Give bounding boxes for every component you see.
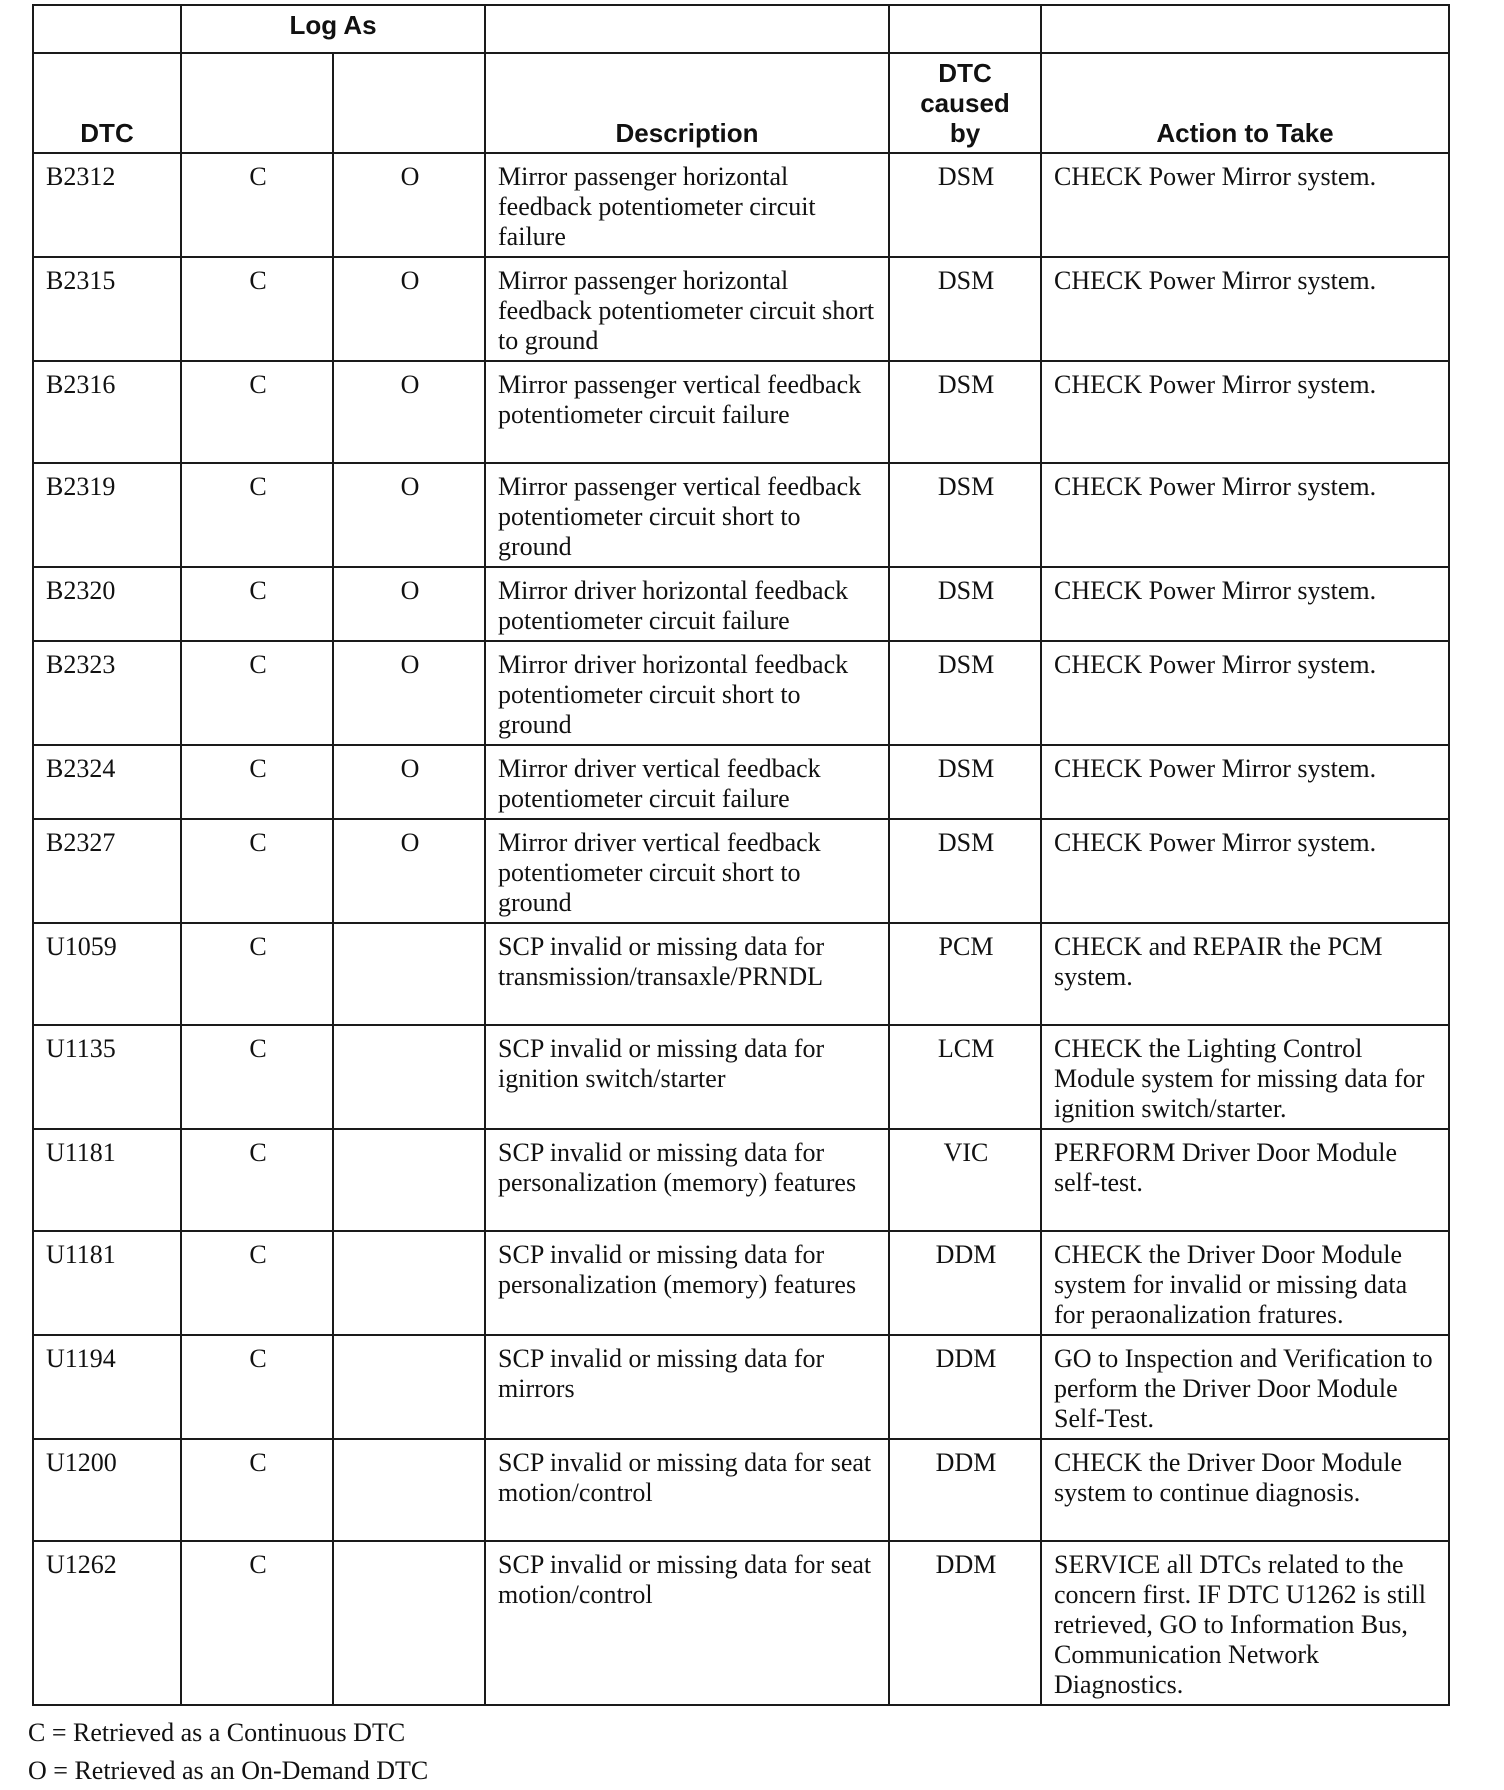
log-continuous-cell: C (181, 1439, 333, 1541)
caused-by-cell: LCM (889, 1025, 1041, 1129)
caused-by-cell: DSM (889, 153, 1041, 257)
header-dtc: DTC (33, 53, 181, 153)
legend (28, 1714, 1448, 1790)
table-row (33, 1541, 1449, 1705)
dtc-code-cell: B2319 (33, 463, 181, 567)
table-row (33, 1025, 1449, 1129)
dtc-code-cell: B2327 (33, 819, 181, 923)
action-cell: CHECK Power Mirror system. (1041, 641, 1449, 745)
log-on-demand-cell: O (333, 567, 485, 641)
description-cell: SCP invalid or missing data for personalization (memory) features (485, 1231, 889, 1335)
description-cell: SCP invalid or missing data for personalization (memory) features (485, 1129, 889, 1231)
caused-by-cell: DDM (889, 1439, 1041, 1541)
log-on-demand-cell: O (333, 463, 485, 567)
caused-by-cell: DDM (889, 1541, 1041, 1705)
action-cell: CHECK the Driver Door Module system to continue diagnosis. (1041, 1439, 1449, 1541)
header-log-continuous (181, 53, 333, 153)
dtc-document (28, 4, 1448, 1790)
table-row (33, 567, 1449, 641)
log-on-demand-cell: O (333, 819, 485, 923)
table-row (33, 463, 1449, 567)
dtc-code-cell: U1262 (33, 1541, 181, 1705)
log-continuous-cell: C (181, 1541, 333, 1705)
header-blank-description (485, 5, 889, 53)
action-cell: CHECK the Lighting Control Module system for missing data for ignition switch/starter. (1041, 1025, 1449, 1129)
dtc-code-cell: U1194 (33, 1335, 181, 1439)
log-on-demand-cell (333, 1541, 485, 1705)
table-row (33, 153, 1449, 257)
log-on-demand-cell (333, 1129, 485, 1231)
header-log-as: Log As (181, 5, 485, 53)
action-cell: CHECK Power Mirror system. (1041, 257, 1449, 361)
log-on-demand-cell: O (333, 257, 485, 361)
dtc-code-cell: B2323 (33, 641, 181, 745)
dtc-code-cell: U1200 (33, 1439, 181, 1541)
log-continuous-cell: C (181, 463, 333, 567)
description-cell: SCP invalid or missing data for seat motion/control (485, 1439, 889, 1541)
dtc-table (32, 4, 1450, 1706)
table-row (33, 745, 1449, 819)
caused-by-cell: DSM (889, 463, 1041, 567)
description-cell: Mirror driver horizontal feedback potentiometer circuit failure (485, 567, 889, 641)
description-cell: SCP invalid or missing data for seat motion/control (485, 1541, 889, 1705)
table-row (33, 1439, 1449, 1541)
description-cell: Mirror passenger horizontal feedback potentiometer circuit failure (485, 153, 889, 257)
table-row (33, 1129, 1449, 1231)
caused-by-cell: DSM (889, 745, 1041, 819)
header-blank-dtc (33, 5, 181, 53)
log-continuous-cell: C (181, 153, 333, 257)
action-cell: CHECK Power Mirror system. (1041, 361, 1449, 463)
dtc-code-cell: U1135 (33, 1025, 181, 1129)
dtc-code-cell: B2316 (33, 361, 181, 463)
dtc-code-cell: U1181 (33, 1231, 181, 1335)
description-cell: SCP invalid or missing data for ignition switch/starter (485, 1025, 889, 1129)
log-continuous-cell: C (181, 257, 333, 361)
caused-by-cell: DSM (889, 257, 1041, 361)
description-cell: Mirror passenger vertical feedback potentiometer circuit failure (485, 361, 889, 463)
action-cell: SERVICE all DTCs related to the concern first. IF DTC U1262 is still retrieved, GO to Information Bus, Communication Network Diagnostics. (1041, 1541, 1449, 1705)
log-on-demand-cell: O (333, 641, 485, 745)
caused-by-cell: DSM (889, 641, 1041, 745)
log-continuous-cell: C (181, 567, 333, 641)
log-on-demand-cell: O (333, 745, 485, 819)
description-cell: Mirror driver vertical feedback potentiometer circuit short to ground (485, 819, 889, 923)
log-continuous-cell: C (181, 1335, 333, 1439)
log-on-demand-cell (333, 923, 485, 1025)
log-continuous-cell: C (181, 819, 333, 923)
caused-by-cell: DSM (889, 567, 1041, 641)
action-cell: CHECK Power Mirror system. (1041, 153, 1449, 257)
log-continuous-cell: C (181, 745, 333, 819)
table-row (33, 819, 1449, 923)
caused-by-cell: DDM (889, 1335, 1041, 1439)
log-continuous-cell: C (181, 361, 333, 463)
legend-continuous: C = Retrieved as a Continuous DTC (28, 1718, 406, 1747)
log-on-demand-cell: O (333, 153, 485, 257)
log-on-demand-cell (333, 1335, 485, 1439)
dtc-code-cell: B2324 (33, 745, 181, 819)
action-cell: CHECK Power Mirror system. (1041, 819, 1449, 923)
log-continuous-cell: C (181, 923, 333, 1025)
header-blank-caused-by (889, 5, 1041, 53)
log-continuous-cell: C (181, 641, 333, 745)
action-cell: CHECK the Driver Door Module system for invalid or missing data for peraonalization fratures. (1041, 1231, 1449, 1335)
table-row (33, 923, 1449, 1025)
caused-by-cell: PCM (889, 923, 1041, 1025)
header-description: Description (485, 53, 889, 153)
description-cell: SCP invalid or missing data for mirrors (485, 1335, 889, 1439)
header-row-main (33, 53, 1449, 153)
action-cell: CHECK Power Mirror system. (1041, 463, 1449, 567)
description-cell: Mirror driver horizontal feedback potentiometer circuit short to ground (485, 641, 889, 745)
table-row (33, 1335, 1449, 1439)
dtc-code-cell: U1059 (33, 923, 181, 1025)
description-cell: Mirror passenger horizontal feedback potentiometer circuit short to ground (485, 257, 889, 361)
action-cell: GO to Inspection and Verification to perform the Driver Door Module Self-Test. (1041, 1335, 1449, 1439)
caused-by-cell: DSM (889, 361, 1041, 463)
header-caused-by: DTC caused by (889, 53, 1041, 153)
dtc-code-cell: B2320 (33, 567, 181, 641)
table-row (33, 257, 1449, 361)
dtc-code-cell: U1181 (33, 1129, 181, 1231)
caused-by-cell: DDM (889, 1231, 1041, 1335)
log-on-demand-cell (333, 1439, 485, 1541)
action-cell: PERFORM Driver Door Module self-test. (1041, 1129, 1449, 1231)
description-cell: Mirror driver vertical feedback potentiometer circuit failure (485, 745, 889, 819)
table-body (33, 153, 1449, 1705)
description-cell: Mirror passenger vertical feedback potentiometer circuit short to ground (485, 463, 889, 567)
caused-by-cell: DSM (889, 819, 1041, 923)
dtc-code-cell: B2312 (33, 153, 181, 257)
header-row-top (33, 5, 1449, 53)
caused-by-cell: VIC (889, 1129, 1041, 1231)
action-cell: CHECK Power Mirror system. (1041, 745, 1449, 819)
log-on-demand-cell: O (333, 361, 485, 463)
log-on-demand-cell (333, 1231, 485, 1335)
log-continuous-cell: C (181, 1231, 333, 1335)
table-row (33, 641, 1449, 745)
table-row (33, 361, 1449, 463)
action-cell: CHECK Power Mirror system. (1041, 567, 1449, 641)
header-log-on-demand (333, 53, 485, 153)
log-continuous-cell: C (181, 1129, 333, 1231)
header-action: Action to Take (1041, 53, 1449, 153)
legend-on-demand: O = Retrieved as an On-Demand DTC (28, 1756, 429, 1785)
header-blank-action (1041, 5, 1449, 53)
action-cell: CHECK and REPAIR the PCM system. (1041, 923, 1449, 1025)
dtc-code-cell: B2315 (33, 257, 181, 361)
table-row (33, 1231, 1449, 1335)
log-continuous-cell: C (181, 1025, 333, 1129)
description-cell: SCP invalid or missing data for transmission/transaxle/PRNDL (485, 923, 889, 1025)
log-on-demand-cell (333, 1025, 485, 1129)
